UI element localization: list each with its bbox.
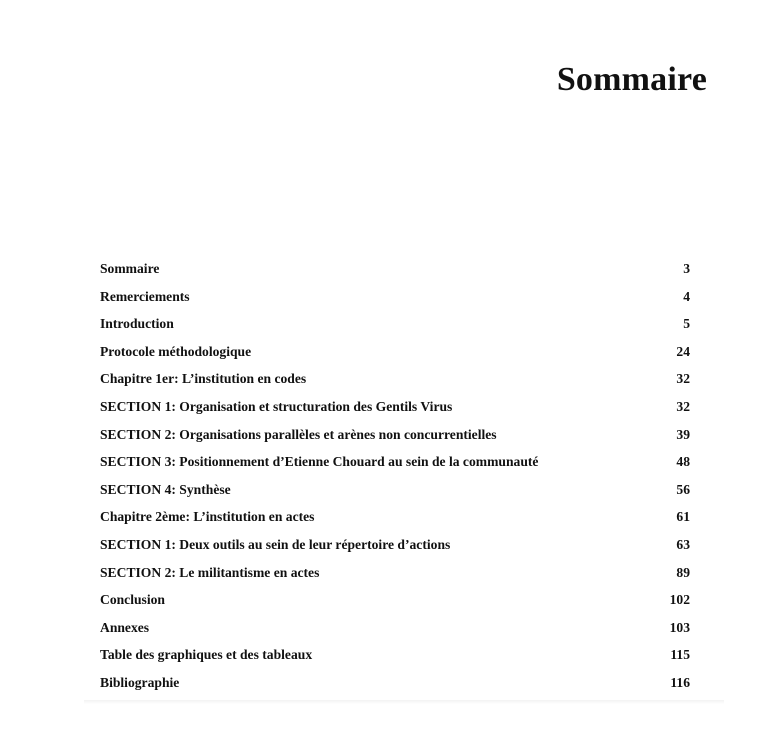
toc-entry-ch1-section-3[interactable] bbox=[100, 448, 690, 476]
page-title: Sommaire bbox=[556, 61, 707, 98]
toc-entry-label: Introduction bbox=[100, 316, 174, 332]
toc-entry-ch2-section-2[interactable] bbox=[100, 559, 690, 587]
toc-entry-page: 89 bbox=[676, 564, 690, 580]
toc-entry-annexes[interactable] bbox=[100, 614, 690, 642]
toc-entry-page: 3 bbox=[683, 261, 690, 276]
toc-entry-label: SECTION 4: Synthèse bbox=[100, 481, 231, 497]
toc-entry-label: Annexes bbox=[100, 619, 150, 635]
toc-entry-table-graphiques[interactable] bbox=[100, 641, 690, 669]
toc-entry-page: 32 bbox=[676, 398, 690, 414]
toc-entry-label: Protocole méthodologique bbox=[100, 343, 252, 359]
toc-entry-page: 63 bbox=[676, 536, 690, 552]
toc-entry-page: 32 bbox=[676, 371, 690, 387]
toc-entry-label: Sommaire bbox=[100, 261, 160, 276]
toc-entry-ch1-section-1[interactable] bbox=[100, 393, 690, 421]
toc-entry-introduction[interactable] bbox=[100, 310, 690, 338]
toc-entry-page: 102 bbox=[669, 592, 690, 608]
toc-entry-label: SECTION 2: Organisations parallèles et arènes non concurrentielles bbox=[100, 426, 497, 442]
toc-entry-ch2-section-1[interactable] bbox=[100, 531, 690, 559]
toc-entry-page: 4 bbox=[683, 288, 690, 304]
toc-entry-page: 56 bbox=[676, 481, 690, 497]
table-of-contents bbox=[100, 255, 690, 697]
toc-entry-page: 116 bbox=[670, 674, 690, 690]
toc-entry-page: 24 bbox=[676, 343, 690, 359]
toc-entry-ch1-section-4[interactable] bbox=[100, 476, 690, 504]
toc-entry-ch1-section-2[interactable] bbox=[100, 421, 690, 449]
toc-entry-page: 5 bbox=[683, 316, 690, 332]
toc-entry-label: SECTION 3: Positionnement d’Etienne Chouard au sein de la communauté bbox=[100, 454, 539, 470]
toc-entry-label: SECTION 2: Le militantisme en actes bbox=[100, 564, 320, 580]
toc-entry-label: Remerciements bbox=[100, 288, 190, 304]
toc-entry-sommaire[interactable] bbox=[100, 255, 690, 283]
toc-entry-label: Bibliographie bbox=[100, 674, 180, 690]
toc-entry-label: Chapitre 2ème: L’institution en actes bbox=[100, 509, 315, 525]
toc-entry-page: 61 bbox=[676, 509, 690, 525]
toc-entry-page: 48 bbox=[676, 454, 690, 470]
toc-entry-chapitre-1[interactable] bbox=[100, 365, 690, 393]
toc-entry-conclusion[interactable] bbox=[100, 586, 690, 614]
page-edge-divider bbox=[84, 700, 724, 704]
toc-entry-label: Chapitre 1er: L’institution en codes bbox=[100, 371, 307, 387]
toc-entry-label: Table des graphiques et des tableaux bbox=[100, 647, 313, 663]
toc-entry-label: SECTION 1: Organisation et structuration des Gentils Virus bbox=[100, 398, 453, 414]
toc-entry-page: 39 bbox=[676, 426, 690, 442]
toc-entry-chapitre-2[interactable] bbox=[100, 503, 690, 531]
toc-entry-page: 103 bbox=[669, 619, 690, 635]
toc-entry-label: Conclusion bbox=[100, 592, 165, 608]
toc-entry-label: SECTION 1: Deux outils au sein de leur répertoire d’actions bbox=[100, 536, 451, 552]
toc-entry-protocole[interactable] bbox=[100, 338, 690, 366]
toc-entry-page: 115 bbox=[670, 647, 690, 663]
toc-entry-bibliographie[interactable] bbox=[100, 669, 690, 697]
toc-entry-remerciements[interactable] bbox=[100, 283, 690, 311]
